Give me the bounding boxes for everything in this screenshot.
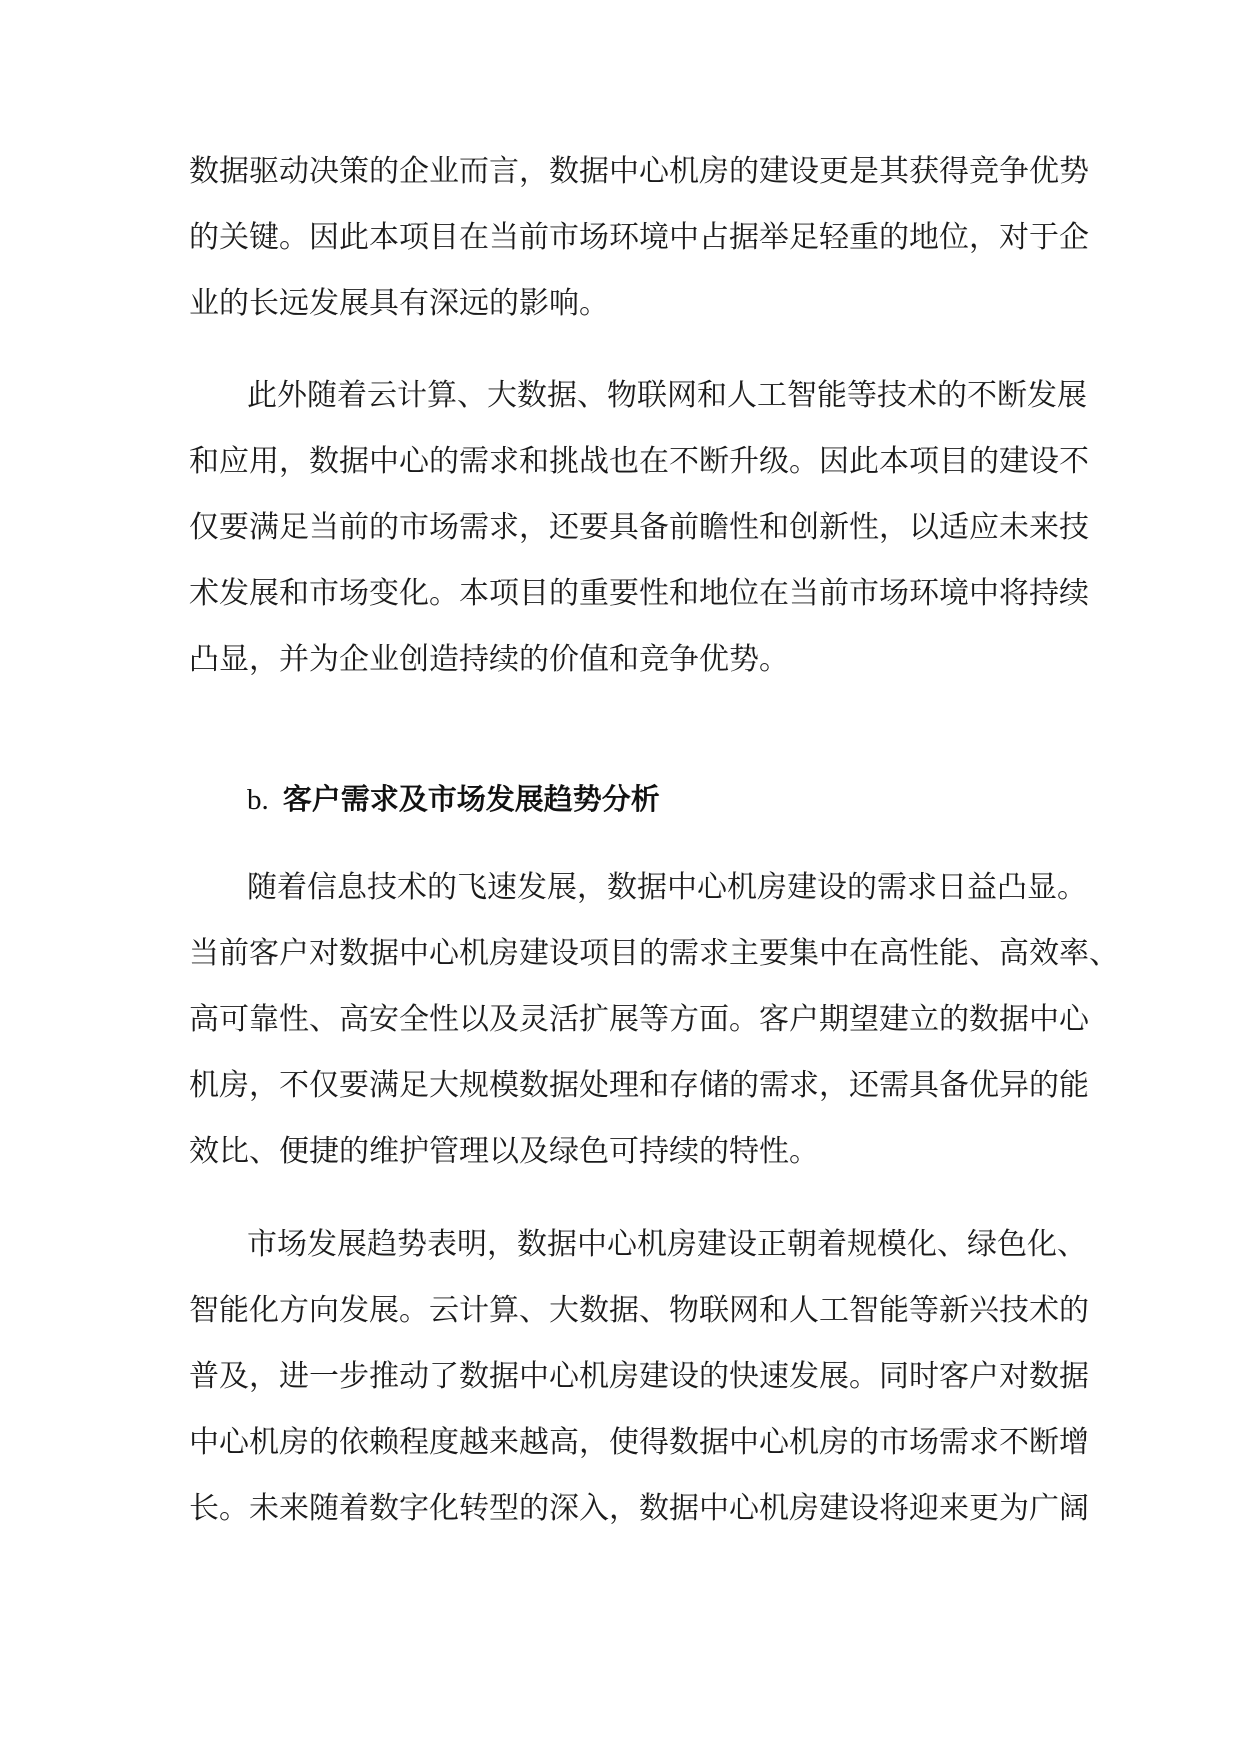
paragraph-line: 仅要满足当前的市场需求，还要具备前瞻性和创新性，以适应未来技 xyxy=(189,510,1089,545)
paragraph-line: 随着信息技术的飞速发展，数据中心机房建设的需求日益凸显。 xyxy=(247,870,1087,905)
section-heading-marker: b. xyxy=(247,784,269,816)
paragraph-line: 普及，进一步推动了数据中心机房建设的快速发展。同时客户对数据 xyxy=(189,1359,1089,1394)
paragraph-line: 高可靠性、高安全性以及灵活扩展等方面。客户期望建立的数据中心 xyxy=(189,1002,1089,1037)
paragraph-line: 机房，不仅要满足大规模数据处理和存储的需求，还需具备优异的能 xyxy=(189,1068,1089,1103)
paragraph-line: 凸显，并为企业创造持续的价值和竞争优势。 xyxy=(189,642,789,677)
paragraph-4 xyxy=(189,1212,1089,1542)
paragraph-line: 此外随着云计算、大数据、物联网和人工智能等技术的不断发展 xyxy=(247,378,1087,413)
paragraph-line: 智能化方向发展。云计算、大数据、物联网和人工智能等新兴技术的 xyxy=(189,1293,1089,1328)
section-heading xyxy=(247,777,660,818)
paragraph-line: 的关键。因此本项目在当前市场环境中占据举足轻重的地位，对于企 xyxy=(189,220,1089,255)
paragraph-line: 业的长远发展具有深远的影响。 xyxy=(189,286,609,321)
paragraph-line: 市场发展趋势表明，数据中心机房建设正朝着规模化、绿色化、 xyxy=(247,1227,1087,1262)
paragraph-line: 当前客户对数据中心机房建设项目的需求主要集中在高性能、高效率、 xyxy=(189,936,1119,971)
paragraph-line: 和应用，数据中心的需求和挑战也在不断升级。因此本项目的建设不 xyxy=(189,444,1089,479)
paragraph-line: 术发展和市场变化。本项目的重要性和地位在当前市场环境中将持续 xyxy=(189,576,1089,611)
paragraph-3 xyxy=(189,855,1119,1185)
section-heading-title: 客户需求及市场发展趋势分析 xyxy=(282,782,660,816)
paragraph-2 xyxy=(189,363,1089,693)
paragraph-line: 中心机房的依赖程度越来越高，使得数据中心机房的市场需求不断增 xyxy=(189,1425,1089,1460)
paragraph-line: 数据驱动决策的企业而言，数据中心机房的建设更是其获得竞争优势 xyxy=(189,154,1089,189)
paragraph-line: 效比、便捷的维护管理以及绿色可持续的特性。 xyxy=(189,1134,819,1169)
paragraph-line: 长。未来随着数字化转型的深入，数据中心机房建设将迎来更为广阔 xyxy=(189,1491,1089,1526)
paragraph-1 xyxy=(189,139,1089,337)
